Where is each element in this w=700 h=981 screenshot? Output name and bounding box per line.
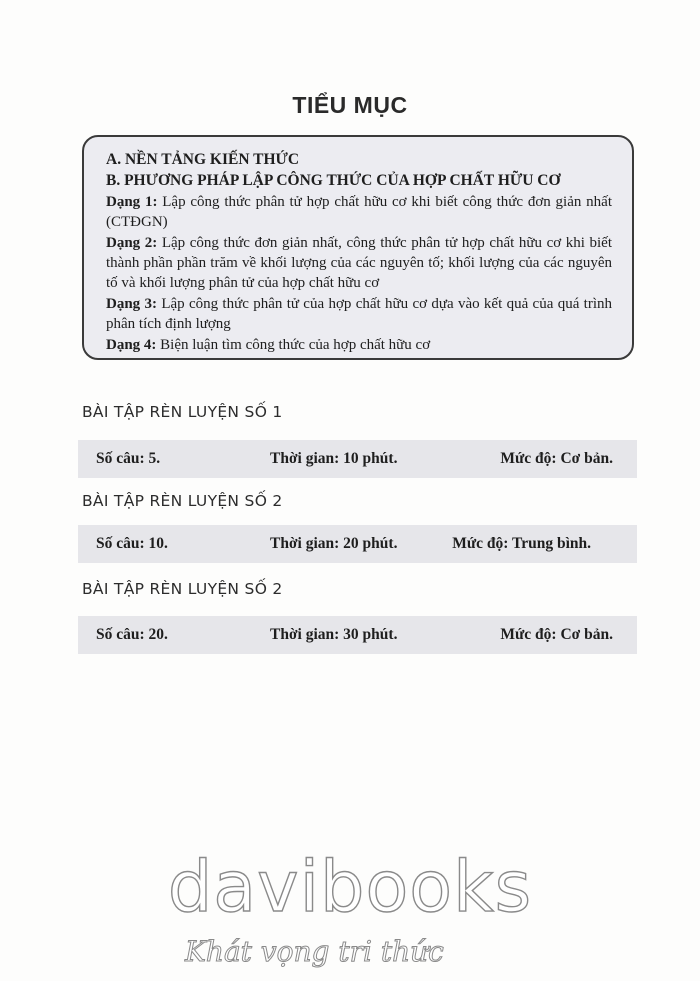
- outline-item-label: Dạng 4:: [106, 337, 157, 353]
- outline-item-text: Biện luận tìm công thức của hợp chất hữu cơ: [156, 337, 431, 353]
- outline-item-1: [106, 192, 612, 232]
- exercise-3-time: Thời gian: 30 phút.: [270, 626, 398, 643]
- watermark-logo: davibooks: [167, 846, 533, 928]
- watermark-slogan: Khát vọng tri thức: [185, 935, 444, 968]
- exercise-2-level: Mức độ: Trung bình.: [452, 535, 591, 552]
- outline-box: [82, 135, 634, 360]
- exercise-1-title: BÀI TẬP RÈN LUYỆN SỐ 1: [82, 403, 283, 421]
- exercise-3-info-bar: [78, 616, 637, 654]
- outline-item-4: [106, 335, 612, 355]
- outline-section-b: B. PHƯƠNG PHÁP LẬP CÔNG THỨC CỦA HỢP CHẤT HỮU CƠ: [106, 172, 561, 189]
- outline-item-label: Dạng 1:: [106, 194, 158, 210]
- exercise-2-count: Số câu: 10.: [96, 535, 168, 552]
- exercise-1-count: Số câu: 5.: [96, 450, 161, 467]
- outline-item-text: Lập công thức phân tử của hợp chất hữu cơ dựa vào kết quả của quá trình phân tích định lượng: [106, 296, 613, 332]
- exercise-2-info-bar: [78, 525, 637, 563]
- exercise-3-title: BÀI TẬP RÈN LUYỆN SỐ 2: [82, 580, 283, 598]
- exercise-1-info-bar: [78, 440, 637, 478]
- exercise-1-time: Thời gian: 10 phút.: [270, 450, 398, 467]
- exercise-3-count: Số câu: 20.: [96, 626, 168, 643]
- outline-item-text: Lập công thức đơn giản nhất, công thức phân tử hợp chất hữu cơ khi biết thành phần phần trăm về khối lượng của các nguyên tố; khối lượng của các nguyên tố và khối lượng phân tử của hợp chất hữu cơ: [106, 235, 612, 291]
- exercise-2-title: BÀI TẬP RÈN LUYỆN SỐ 2: [82, 492, 283, 510]
- outline-item-text: Lập công thức phân tử hợp chất hữu cơ khi biết công thức đơn giản nhất (CTĐGN): [106, 194, 612, 230]
- exercise-3-level: Mức độ: Cơ bản.: [500, 626, 613, 643]
- outline-item-label: Dạng 3:: [106, 296, 157, 312]
- outline-item-3: [106, 294, 612, 334]
- outline-item-2: [106, 233, 612, 293]
- exercise-2-time: Thời gian: 20 phút.: [270, 535, 398, 552]
- page-title: TIỂU MỤC: [292, 92, 408, 118]
- outline-item-label: Dạng 2:: [106, 235, 158, 251]
- exercise-1-level: Mức độ: Cơ bản.: [500, 450, 613, 467]
- outline-section-a: A. NỀN TẢNG KIẾN THỨC: [106, 151, 300, 168]
